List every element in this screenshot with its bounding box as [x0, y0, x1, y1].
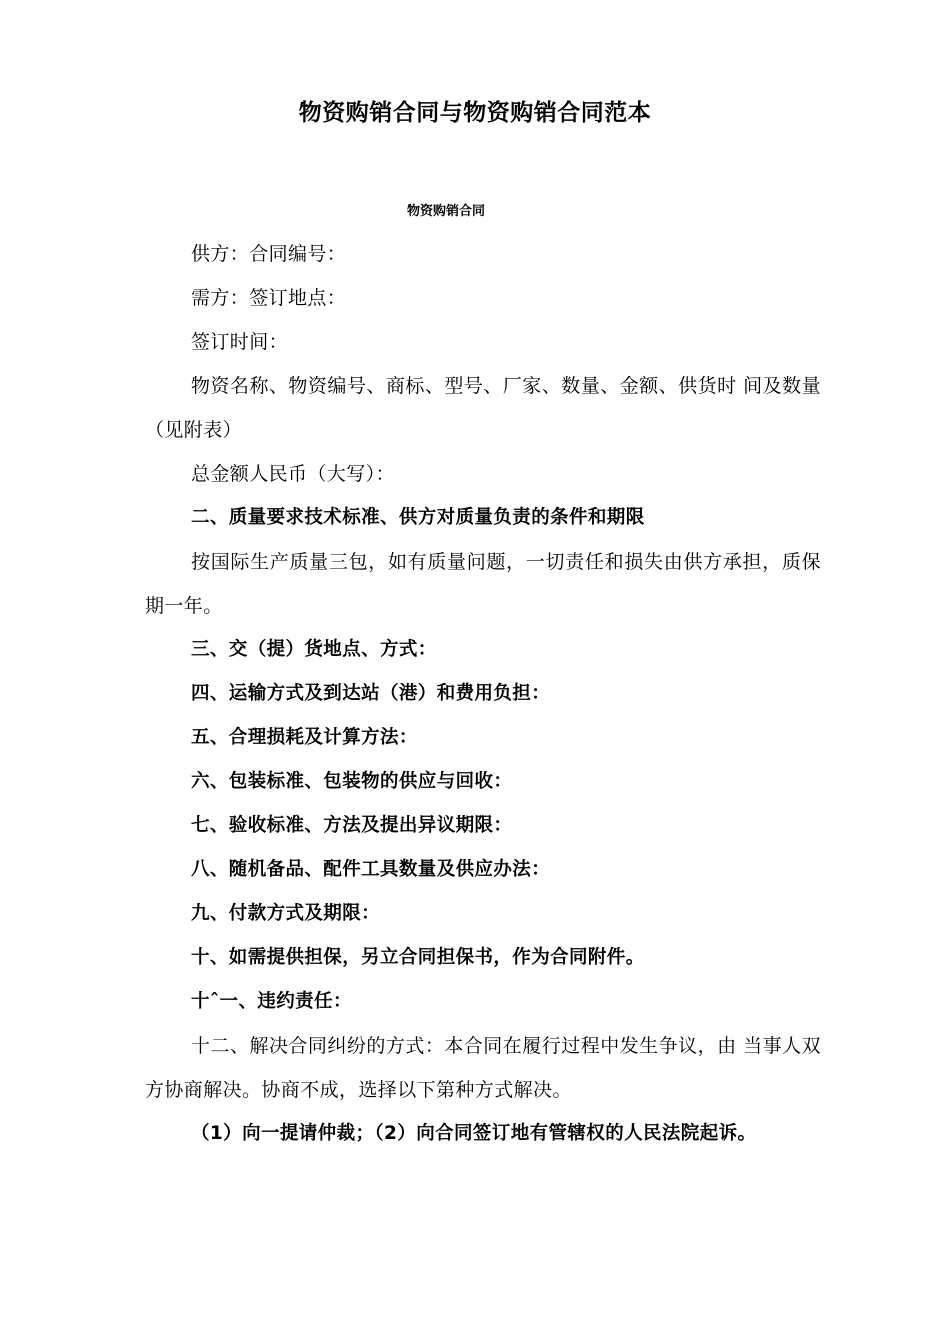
clause-7-heading: 七、验收标准、方法及提出异议期限：	[191, 815, 513, 836]
dispute-options: （1）向一提请仲裁；（2）向合同签订地有管辖权的人民法院起诉。	[191, 1123, 757, 1144]
contract-subtitle: 物资购销合同	[406, 204, 485, 219]
clause-6-heading: 六、包装标准、包装物的供应与回收：	[191, 771, 513, 792]
signing-time-line: 签订时间：	[191, 331, 289, 353]
clause-2-heading: 二、质量要求技术标准、供方对质量负责的条件和期限	[191, 507, 645, 528]
clause-12-body: 十二、解决合同纠纷的方式：本合同在履行过程中发生争议，由 当事人双方协商解决。协商不成，选择以下第种方式解决。	[145, 1035, 821, 1101]
total-amount-line: 总金额人民币（大写）：	[191, 463, 395, 485]
clause-3-heading: 三、交（提）货地点、方式：	[191, 639, 437, 660]
clause-9-heading: 九、付款方式及期限：	[191, 903, 381, 924]
clause-2-body: 按国际生产质量三包，如有质量问题，一切责任和损失由供方承担，质保期一年。	[145, 551, 821, 617]
clause-10-heading: 十、如需提供担保，另立合同担保书，作为合同附件。	[191, 947, 645, 968]
clause-8-heading: 八、随机备品、配件工具数量及供应办法：	[191, 859, 551, 880]
buyer-line: 需方：签订地点：	[191, 287, 347, 309]
clause-5-heading: 五、合理损耗及计算方法：	[191, 727, 418, 748]
clause-4-heading: 四、运输方式及到达站（港）和费用负担：	[191, 683, 551, 704]
contract-body	[145, 232, 821, 1156]
supplier-line: 供方：合同编号：	[191, 243, 347, 265]
goods-details-paragraph: 物资名称、物资编号、商标、型号、厂家、数量、金额、供货时 间及数量（见附表）	[145, 375, 821, 441]
document-title: 物资购销合同与物资购销合同范本	[298, 100, 652, 126]
clause-11-heading: 十ˆ一、违约责任：	[191, 991, 352, 1012]
